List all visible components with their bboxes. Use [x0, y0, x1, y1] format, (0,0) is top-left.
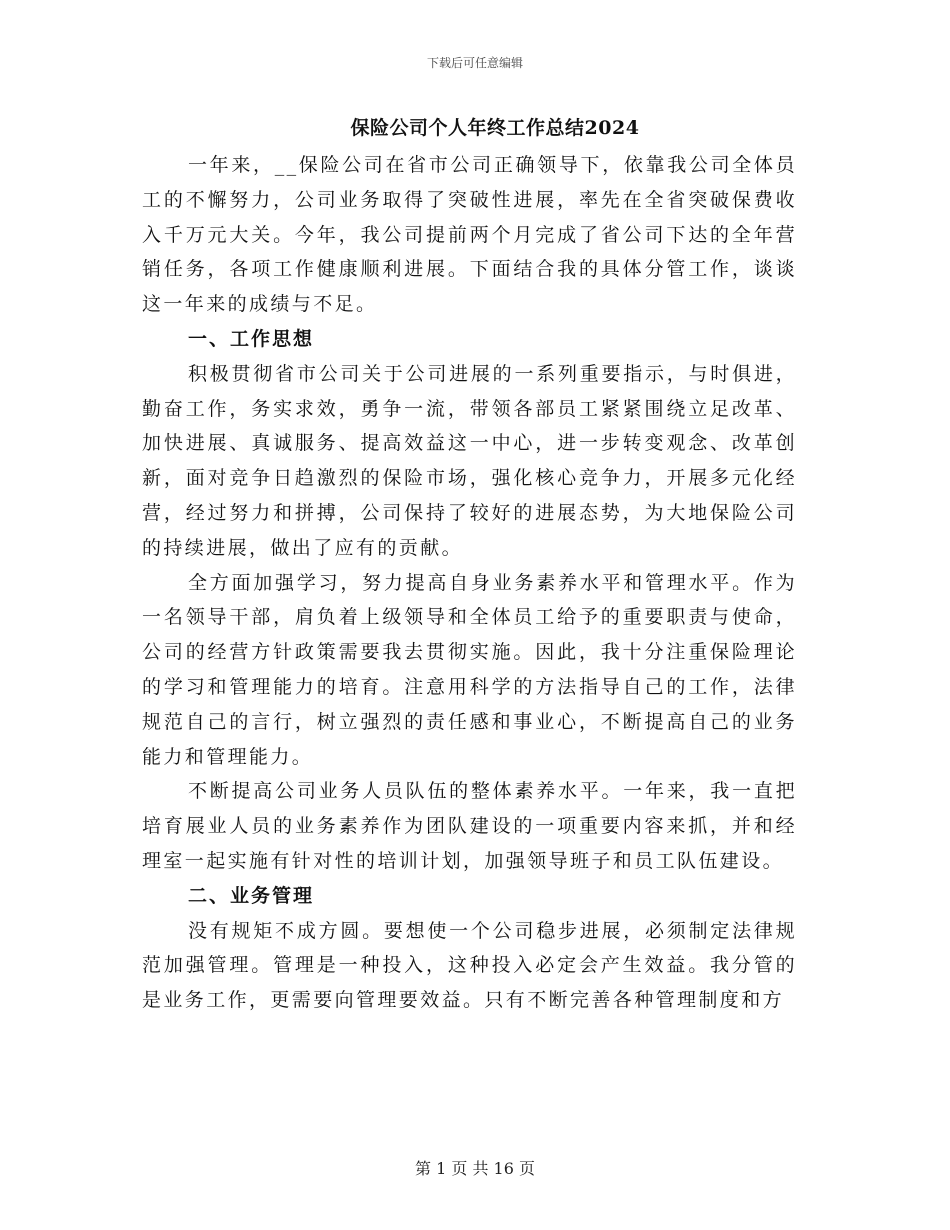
document-title: 保险公司个人年终工作总结2024 [350, 117, 640, 139]
document-body [142, 148, 797, 1018]
paragraph-business-management-1: 没有规矩不成方圆。要想使一个公司稳步进展，必须制定法律规范加强管理。管理是一种投入，这种投入必定会产生效益。我分管的是业务工作，更需要向管理要效益。只有不断完善各种管理制度和方 [142, 919, 797, 1012]
paragraph-work-thinking-3: 不断提高公司业务人员队伍的整体素养水平。一年来，我一直把培育展业人员的业务素养作为团队建设的一项重要内容来抓，并和经理室一起实施有针对性的培训计划，加强领导班子和员工队伍建设。 [142, 780, 797, 872]
intro-paragraph: 一年来，__保险公司在省市公司正确领导下，依靠我公司全体员工的不懈努力，公司业务取得了突破性进展，率先在全省突破保费收入千万元大关。今年，我公司提前两个月完成了省公司下达的全年营销任务，各项工作健康顺利进展。下面结合我的具体分管工作，谈谈这一年来的成绩与不足。 [142, 154, 797, 316]
paragraph-work-thinking-2: 全方面加强学习，努力提高自身业务素养水平和管理水平。作为一名领导干部，肩负着上级领导和全体员工给予的重要职责与使命，公司的经营方针政策需要我去贯彻实施。因此，我十分注重保险理论的学习和管理能力的培育。注意用科学的方法指导自己的工作，法律规范自己的言行，树立强烈的责任感和事业心，不断提高自己的业务能力和管理能力。 [142, 571, 797, 768]
section-heading-business-management: 二、业务管理 [188, 884, 315, 907]
page-footer-number: 第 1 页 共 16 页 [415, 1159, 535, 1178]
section-heading-work-thinking: 一、工作思想 [188, 327, 315, 350]
paragraph-work-thinking-1: 积极贯彻省市公司关于公司进展的一系列重要指示，与时俱进，勤奋工作，务实求效，勇争一流，带领各部员工紧紧围绕立足改革、加快进展、真诚服务、提高效益这一中心，进一步转变观念、改革创新，面对竞争日趋激烈的保险市场，强化核心竞争力，开展多元化经营，经过努力和拼搏，公司保持了较好的进展态势，为大地保险公司的持续进展，做出了应有的贡献。 [142, 362, 797, 559]
page-header-note: 下载后可任意编辑 [426, 56, 523, 70]
